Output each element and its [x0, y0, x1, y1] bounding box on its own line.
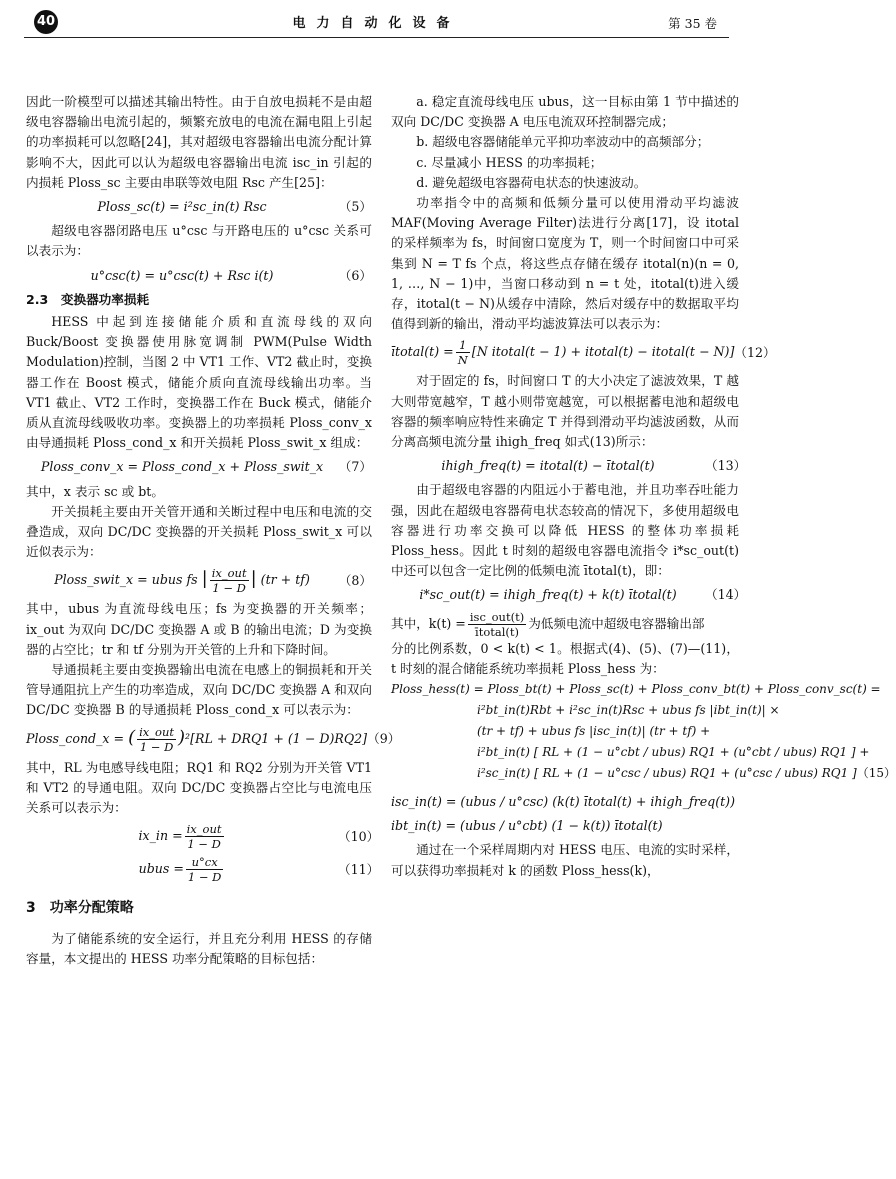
section-heading-2-3: 2.3 变换器功率损耗	[26, 291, 150, 307]
paragraph: 因此一阶模型可以描述其输出特性。由于自放电损耗不是由超级电容器输出电流引起的，频繁充放电的电流在漏电阻上引起的功率损耗可以忽略[24]，其对超级电容器输出电流分配计算影响不大，因此可以认为超级电容器输出电流 isc_in 引起的内损耗 Ploss_sc 主要由串联等效电阻 Rsc 产生[25]：	[26, 94, 372, 190]
equation-17: ibt_in(t) = (ubus / u°cbt) (1 − k(t)) ītotal(t)	[391, 818, 663, 834]
equation-6: u°csc(t) = u°csc(t) + Rsc i(t) （6）	[90, 267, 372, 283]
paragraph: 开关损耗主要由开关管开通和关断过程中电压和电流的交叠造成，双向 DC/DC 变换器的开关损耗 Ploss_swit_x 可以近似表示为：	[26, 503, 372, 560]
list-item: a. 稳定直流母线电压 ubus，这一目标由第 1 节中描述的双向 DC/DC 变换器 A 电压电流双环控制器完成；	[391, 94, 739, 130]
paragraph: 其中，x 表示 sc 或 bt。	[26, 483, 164, 499]
equation-11: ubus = $\frac{u^\circ cx}{1 - D}$ （11）	[138, 855, 380, 885]
journal-title: 电力自动化设备	[292, 16, 461, 31]
page-header	[24, 6, 729, 38]
equation-15: Ploss_hess(t) = Ploss_bt(t) + Ploss_sc(t) + Ploss_conv_bt(t) + Ploss_conv_sc(t) = i²bt_in(t)Rbt + i²sc_in(t)Rsc + ubus fs |ibt_in(t)| × (tr + tf) + ubus fs |isc_in(t)| (tr + tf) + i²bt_in(t) [ RL + (1 − u°cbt / ubus) RQ1 + (u°cbt / ubus) RQ1 ] + i²sc_in(t) [ RL + (1 − u°csc / ubus) RQ1 + (u°csc / ubus) RQ1 ] （15）	[391, 682, 896, 781]
paragraph: 通过在一个采样周期内对 HESS 电压、电流的实时采样，可以获得功率损耗对 k 的函数 Ploss_hess(k)，	[391, 842, 739, 878]
paragraph: 导通损耗主要由变换器输出电流在电感上的铜损耗和开关管导通阻抗上产生的功率造成，双向 DC/DC 变换器 A 和双向 DC/DC 变换器 B 的导通损耗 Ploss_cond_x 可以表示为：	[26, 662, 372, 718]
list-item: c. 尽量减小 HESS 的功率损耗；	[416, 154, 603, 170]
paragraph: HESS 中起到连接储能介质和直流母线的双向 Buck/Boost 变换器使用脉宽调制 PWM(Pulse Width Modulation)控制，当图 2 中 VT1 工作、VT2 截止时，变换器工作在 Boost 模式，储能介质向直流母线输出功率。当 VT1 截止、VT2 工作时，变换器工作在 Buck 模式，储能介质从直流母线吸收功率。变换器上的功率损耗 Ploss_conv_x 由导通损耗 Ploss_cond_x 和开关损耗 Ploss_swit_x 组成：	[26, 314, 372, 451]
paragraph: 其中，RL 为电感导线电阻；RQ1 和 RQ2 分别为开关管 VT1 和 VT2 的导通电阻。双向 DC/DC 变换器占空比与电流电压关系可以表示为：	[26, 759, 372, 816]
volume-label: 第 35 卷	[668, 16, 717, 31]
equation-10: ix_in = $\frac{\text{ix\_out}}{1 - D}$ （10）	[138, 822, 380, 852]
equation-5: Ploss_sc(t) = i²sc_in(t) Rsc （5）	[97, 199, 372, 215]
equation-14: i*sc_out(t) = ihigh_freq(t) + k(t) ītotal(t) （14）	[419, 587, 747, 603]
paragraph: 其中，k(t) = $\frac{\text{isc\_out(t)}}{\text{ītotal(t)}}$ 为低频电流中超级电容器输出部	[391, 609, 705, 639]
equation-12: ītotal(t) = $\frac{1}{N}$ [N itotal(t − 1) + itotal(t) − itotal(t − N)] （12）	[391, 338, 776, 368]
equation-16: isc_in(t) = (ubus / u°csc) (k(t) ītotal(t) + ihigh_freq(t))	[391, 794, 736, 810]
right-column	[391, 92, 896, 881]
equation-9: Ploss_cond_x = ( $\frac{\text{ix\_out}}{1 - D}$ )²[RL + DRQ1 + (1 − D)RQ2] （9）	[26, 724, 401, 754]
paragraph: 为了储能系统的安全运行，并且充分利用 HESS 的存储容量，本文提出的 HESS 功率分配策略的目标包括：	[26, 930, 372, 966]
section-heading-3: 3 功率分配策略	[26, 900, 134, 917]
paragraph: 由于超级电容器的内阻远小于蓄电池，并且功率吞吐能力强，因此在超级电容器荷电状态较高的情况下，多使用超级电容器进行功率交换可以降低 HESS 的整体功率损耗 Ploss_hess。因此 t 时刻的超级电容器电流指令 i*sc_out(t)中还可以包含一定比例的低频电流 ītotal(t)，即：	[391, 482, 739, 579]
paragraph: 其中，ubus 为直流母线电压；fs 为变换器的开关频率；ix_out 为双向 DC/DC 变换器 A 或 B 的输出电流；D 为变换器的占空比；tr 和 tf 分别为开关管的上升和下降时间。	[26, 601, 372, 657]
equation-7: Ploss_conv_x = Ploss_cond_x + Ploss_swit_x （7）	[40, 459, 372, 475]
list-item: b. 超级电容器储能单元平抑功率波动中的高频部分；	[416, 134, 710, 150]
page-number-badge: 40	[34, 10, 58, 34]
paragraph: 分的比例系数，0 < k(t) < 1。根据式(4)、(5)、(7)—(11)，t 时刻的混合储能系统功率损耗 Ploss_hess 为：	[391, 640, 739, 676]
paragraph: 功率指令中的高频和低频分量可以使用滑动平均滤波 MAF(Moving Average Filter)法进行分离[17]，设 itotal 的采样频率为 fs，时间窗口宽度为 T，则一个时间窗口中可采集到 N = T fs 个点，将这些点存储在缓存 itotal(n)(n = 0, 1, …, N − 1)中，当窗口移动到 n = t 处，itotal(t)进入缓存，itotal(t − N)从缓存中清除，然后对缓存中的数据取平均值得到新的输出，滑动平均滤波算法可以表示为：	[391, 195, 739, 332]
goal-list	[391, 92, 739, 193]
equation-8: Ploss_swit_x = ubus fs | $\frac{\text{ix\_out}}{1 - D}$ | (tr + tf) （8）	[54, 566, 372, 596]
paragraph: 超级电容器闭路电压 u°csc 与开路电压的 u°csc 关系可以表示为：	[26, 223, 372, 259]
paragraph: 对于固定的 fs，时间窗口 T 的大小决定了滤波效果，T 越大则带宽越窄，T 越小则带宽越宽，可以根据蓄电池和超级电容器的频率响应特性来确定 T 并得到滑动平均滤波函数，从而分离高频电流分量 ihigh_freq 如式(13)所示：	[391, 373, 739, 450]
left-column	[26, 92, 401, 969]
list-item: d. 避免超级电容器荷电状态的快速波动。	[416, 174, 647, 190]
equation-13: ihigh_freq(t) = itotal(t) − ītotal(t) （13）	[441, 458, 747, 474]
